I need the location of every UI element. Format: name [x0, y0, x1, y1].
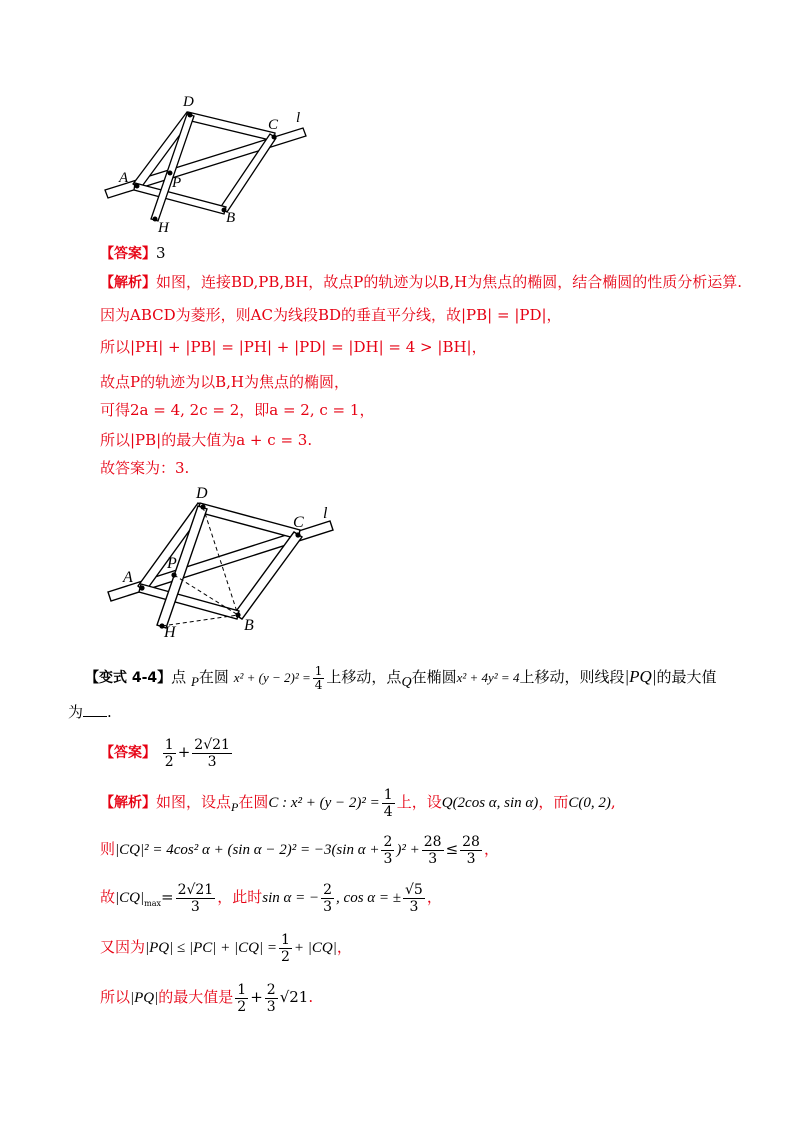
a2-l4-frac [279, 932, 292, 965]
fig1-label-p: P [172, 175, 182, 191]
problem-var-q: Q [401, 675, 412, 690]
frac-den: 4 [314, 677, 323, 692]
analysis-1-line-3: 所以|PH| + |PB| = |PH| + |PD| = |DH| = 4 > |BH|， [100, 338, 487, 356]
answer-value: 3 [156, 244, 166, 262]
fig1-label-l: l [296, 110, 301, 126]
frac-num: 1 [237, 981, 247, 998]
analysis-2-line-1 [100, 785, 616, 824]
a2-l4-expr2: + |CQ| [293, 940, 337, 956]
a2-l1-cpt: C(0, 2) [568, 795, 611, 811]
frac-den: 4 [383, 803, 393, 820]
answer-2-plus: + [177, 743, 191, 761]
analysis-2-line-2 [100, 832, 499, 867]
a2-l3-frac-3 [403, 882, 425, 915]
a2-l5-sqrt: √21 [279, 988, 309, 1006]
a2-l2-le: ≤ [445, 840, 459, 858]
a2-l3-max: max [144, 899, 161, 908]
a2-l3-end: ， [426, 888, 442, 906]
problem-text-f: 的最大值 [656, 668, 717, 686]
answer-2-tag: 【答案】 [100, 745, 156, 761]
answer-blank [83, 702, 107, 717]
a2-l2-frac-1 [381, 834, 394, 867]
frac-den: 3 [190, 898, 200, 915]
rhombus-figure-2 [100, 485, 350, 645]
analysis-1-line-5: 可得2a = 4, 2c = 2，即a = 2, c = 1， [100, 401, 375, 419]
a2-l5-pq: |PQ| [130, 990, 159, 1006]
fig1-label-b: B [226, 210, 236, 226]
a2-l1-p: P [231, 800, 239, 814]
a2-l3-cos: , cos α = ± [336, 890, 402, 906]
frac-num: 1 [280, 931, 290, 948]
problem-circle-eq: x² + (y − 2)² = [233, 670, 311, 685]
problem-tag: 【变式 4-4】 [85, 670, 172, 686]
fig2-label-d: D [196, 485, 208, 502]
problem-seg: |PQ| [624, 667, 657, 686]
a2-l1-circle: C : x² + (y − 2)² = [268, 795, 380, 811]
a2-l3-frac-1 [176, 882, 216, 915]
frac-den: 3 [323, 898, 333, 915]
fig2-label-b: B [244, 617, 254, 634]
analysis-1-line-7: 故答案为：3. [100, 459, 190, 477]
a2-l2-expr: |CQ|² = 4cos² α + (sin α − 2)² = −3(sin α + [115, 842, 380, 858]
frac-den: 3 [266, 998, 276, 1015]
frac-num: √5 [405, 881, 423, 898]
a2-l1-d: ，而 [538, 793, 569, 811]
answer-2-frac-2 [192, 737, 232, 770]
a2-l3-eq: = [160, 888, 174, 906]
analysis-text: 如图，连接BD,PB,BH，故点P的轨迹为以B,H为焦点的椭圆，结合椭圆的性质分析运算. [156, 273, 743, 291]
analysis-2-line-3 [100, 880, 442, 921]
a2-l3-a: 故 [100, 888, 116, 906]
analysis-2-tag: 【解析】 [100, 795, 156, 811]
frac-num: 2 [323, 881, 333, 898]
a2-l2-end: ， [483, 840, 499, 858]
fig2-label-l: l [323, 505, 328, 522]
rhombus-figure-1 [95, 92, 325, 237]
answer-2-frac-1 [163, 737, 176, 770]
frac-den: 3 [207, 753, 217, 770]
problem-ellipse-eq: x² + 4y² = 4 [456, 670, 520, 685]
frac-den: 3 [428, 850, 438, 867]
frac-den: 3 [383, 850, 393, 867]
a2-l1-e: , [610, 793, 616, 811]
a2-l4-expr: |PQ| ≤ |PC| + |CQ| = [145, 940, 277, 956]
a2-l3-cq: |CQ| [115, 890, 145, 906]
fig2-label-p: P [167, 555, 177, 572]
problem-circle-rhs [313, 665, 325, 692]
fig1-label-c: C [268, 117, 279, 133]
analysis-2-line-5 [100, 980, 313, 1015]
frac-num: 1 [314, 663, 323, 678]
a2-l3-b: ，此时 [217, 888, 263, 906]
a2-l4-end: ， [336, 938, 352, 956]
a2-l5-end: . [308, 988, 314, 1006]
frac-den: 3 [409, 898, 419, 915]
frac-den: 2 [280, 948, 290, 965]
a2-l4-a: 又因为 [100, 938, 146, 956]
answer-tag: 【答案】 [100, 246, 156, 262]
problem-line-2: 为 . [68, 703, 112, 721]
a2-l1-q: Q(2cos α, sin α) [441, 795, 539, 811]
problem-line-1 [85, 664, 717, 696]
answer-1 [100, 243, 166, 264]
a2-l3-frac-2 [321, 882, 334, 915]
problem-text-a: 点 [171, 668, 187, 686]
frac-num: 28 [423, 833, 442, 850]
fig2-label-a: A [123, 569, 133, 586]
frac-num: 2√21 [177, 881, 214, 898]
frac-den: 3 [466, 850, 476, 867]
a2-l5-a: 所以 [100, 988, 131, 1006]
frac-den: 2 [237, 998, 247, 1015]
problem-text-d: 在椭圆 [411, 668, 457, 686]
fig1-label-h: H [158, 220, 169, 236]
frac-den: 2 [164, 753, 174, 770]
fig2-label-c: C [293, 514, 304, 531]
answer-2 [100, 735, 234, 770]
a2-l2-expr2: )² + [396, 842, 420, 858]
a2-l5-frac-2 [265, 982, 278, 1015]
a2-l1-a: 如图，设点 [156, 793, 232, 811]
a2-l2-frac-3 [460, 834, 482, 867]
analysis-1-line-4: 故点P的轨迹为以B,H为焦点的椭圆， [100, 373, 349, 391]
analysis-1-line-2: 因为ABCD为菱形，则AC为线段BD的垂直平分线，故|PB| = |PD|， [100, 306, 562, 324]
a2-l1-c: 上，设 [396, 793, 442, 811]
problem-var-p: P [190, 674, 199, 689]
a2-l5-plus: + [250, 988, 263, 1006]
problem-text-e: 上移动，则线段 [519, 668, 625, 686]
analysis-1-line-6: 所以|PB|的最大值为a + c = 3. [100, 431, 313, 449]
analysis-2-line-4 [100, 930, 352, 965]
fig1-label-d: D [183, 94, 194, 110]
frac-num: 1 [383, 786, 393, 803]
a2-l3-sin: sin α = − [262, 890, 320, 906]
a2-l5-b: 的最大值是 [158, 988, 234, 1006]
analysis-1-line-1 [100, 272, 742, 293]
frac-num: 28 [462, 833, 480, 850]
a2-l2-a: 则 [100, 840, 116, 858]
a2-l1-b: 在圆 [238, 793, 269, 811]
a2-l2-frac-2 [422, 834, 444, 867]
frac-num: 1 [164, 736, 174, 753]
a2-l1-frac [382, 787, 395, 820]
fig1-label-a: A [119, 170, 129, 186]
problem-line2-text: 为 [68, 703, 84, 721]
frac-num: 2 [383, 833, 393, 850]
problem-text-b: 在圆 [198, 668, 229, 686]
analysis-tag: 【解析】 [100, 275, 156, 291]
a2-l5-frac-1 [235, 982, 248, 1015]
frac-num: 2 [266, 981, 276, 998]
problem-text-c: 上移动，点 [326, 668, 402, 686]
frac-num: 2√21 [194, 736, 230, 753]
fig2-label-h: H [164, 624, 176, 641]
